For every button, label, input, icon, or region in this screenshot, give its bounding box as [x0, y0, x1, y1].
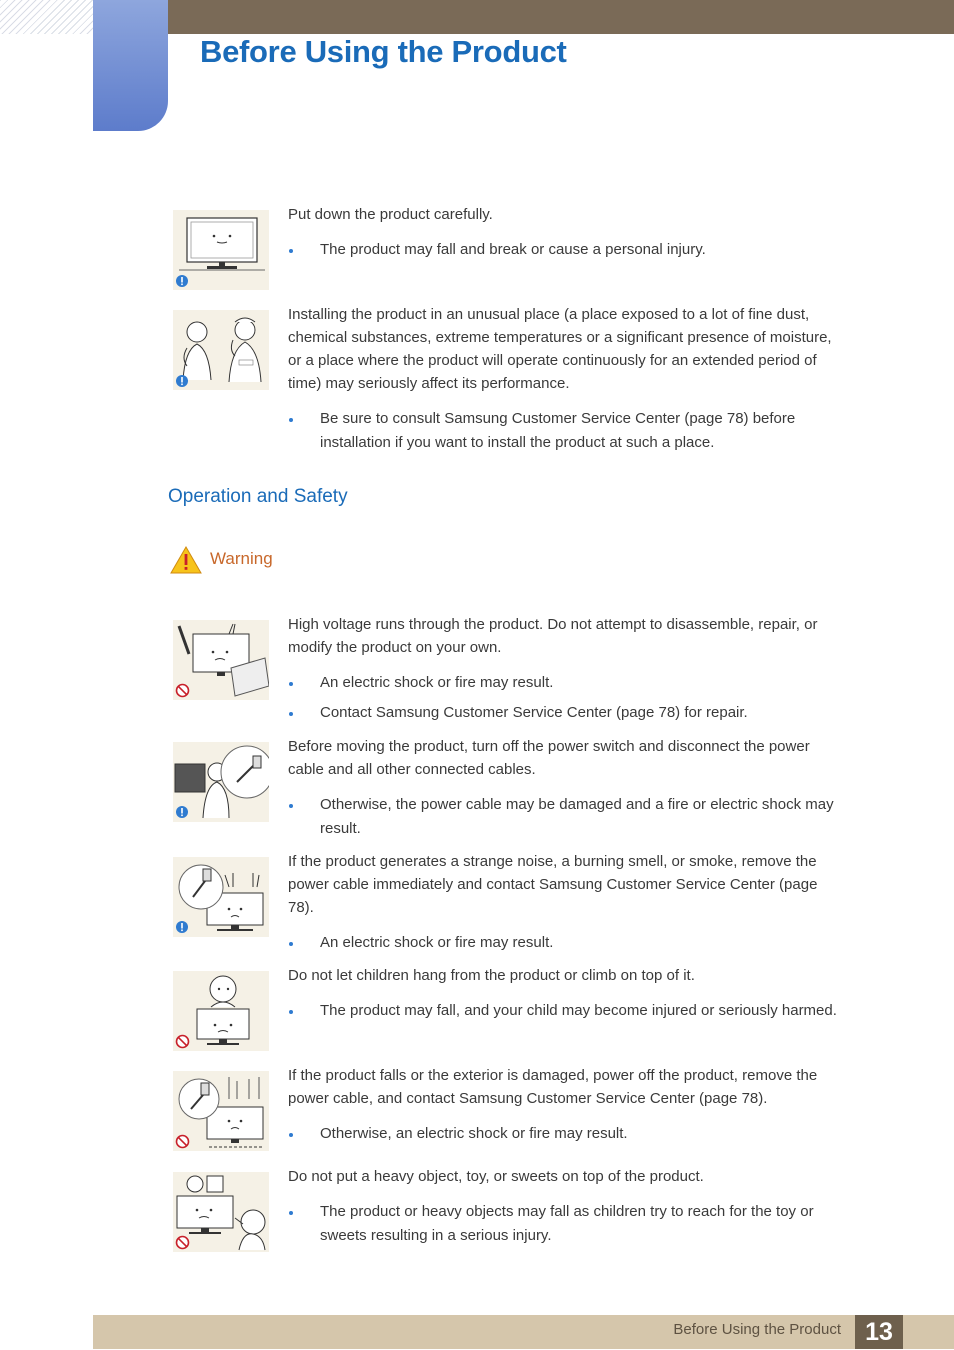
instruction-text: High voltage runs through the product. Do not attempt to disassemble, repair, or modify the product on your own.	[288, 616, 818, 656]
damaged-product-illustration	[173, 1071, 269, 1151]
monitor-illustration	[173, 210, 269, 290]
footer-chapter-title: Before Using the Product	[673, 1321, 841, 1338]
bullet-item: Otherwise, the power cable may be damaged and a fire or electric shock may result.	[288, 793, 843, 841]
page-title: Before Using the Product	[200, 34, 567, 69]
instruction-text: If the product falls or the exterior is damaged, power off the product, remove the power cable, and contact Samsung Customer Service Center (page 78).	[288, 1067, 818, 1107]
header-hatch-pattern	[0, 0, 93, 34]
smoke-illustration	[173, 857, 269, 937]
instruction-text: Put down the product carefully.	[288, 206, 493, 223]
instruction-text: Do not put a heavy object, toy, or sweets on top of the product.	[288, 1168, 704, 1185]
caution-icon	[175, 805, 189, 819]
bullet-item: The product may fall and break or cause a personal injury.	[288, 238, 843, 262]
bullet-item: Otherwise, an electric shock or fire may result.	[288, 1122, 843, 1146]
instruction-text: Installing the product in an unusual place (a place exposed to a lot of fine dust, chemical substances, extreme temperatures or a significant presence of moisture, or a place where the product will operate continuously for an extended period of time) may seriously affect its performance.	[288, 306, 832, 392]
prohibited-icon	[175, 1034, 190, 1049]
caution-icon	[175, 274, 189, 288]
caution-icon	[175, 920, 189, 934]
chapter-tab	[93, 0, 168, 131]
instruction-text: Before moving the product, turn off the power switch and disconnect the power cable and all other connected cables.	[288, 738, 810, 778]
prohibited-icon	[175, 1134, 190, 1149]
prohibited-icon	[175, 1235, 190, 1250]
footer-bar	[93, 1315, 954, 1349]
bullet-item: Be sure to consult Samsung Customer Service Center (page 78) before installation if you want to install the product at such a place.	[288, 407, 843, 455]
instruction-text: If the product generates a strange noise, a burning smell, or smoke, remove the power cable immediately and contact Samsung Customer Service Center (page 78).	[288, 853, 818, 916]
prohibited-icon	[175, 683, 190, 698]
warning-label: Warning	[210, 549, 273, 568]
customer-service-illustration	[173, 310, 269, 390]
warning-triangle-icon	[170, 545, 202, 575]
header-bar	[168, 0, 954, 34]
page-number: 13	[855, 1315, 903, 1349]
caution-icon	[175, 374, 189, 388]
section-title: Operation and Safety	[168, 486, 348, 507]
instruction-text: Do not let children hang from the product or climb on top of it.	[288, 967, 695, 984]
bullet-item: Contact Samsung Customer Service Center (page 78) for repair.	[288, 701, 843, 725]
child-climbing-illustration	[173, 971, 269, 1051]
disassemble-illustration	[173, 620, 269, 700]
heavy-object-illustration	[173, 1172, 269, 1252]
bullet-item: The product may fall, and your child may become injured or seriously harmed.	[288, 999, 843, 1023]
bullet-item: The product or heavy objects may fall as children try to reach for the toy or sweets resulting in a serious injury.	[288, 1200, 843, 1248]
bullet-item: An electric shock or fire may result.	[288, 671, 843, 695]
unplug-illustration	[173, 742, 269, 822]
bullet-item: An electric shock or fire may result.	[288, 931, 843, 955]
